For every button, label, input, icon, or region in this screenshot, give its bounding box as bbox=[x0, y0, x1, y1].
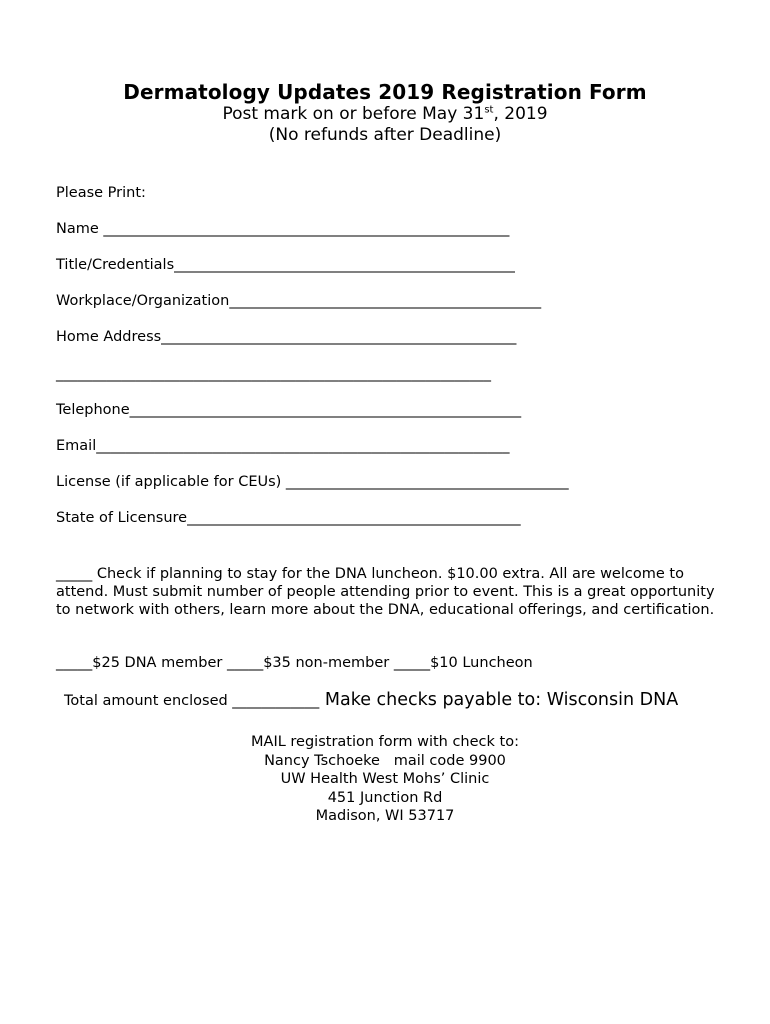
form-title: Dermatology Updates 2019 Registration Form bbox=[123, 80, 647, 104]
telephone-field[interactable]: Telephone______________________________________________________ bbox=[56, 402, 522, 418]
total-amount-field[interactable]: Total amount enclosed ____________ bbox=[64, 693, 320, 709]
license-field[interactable]: License (if applicable for CEUs) _______________________________________ bbox=[56, 474, 569, 490]
total-line bbox=[64, 690, 678, 710]
mail-line: MAIL registration form with check to: bbox=[251, 734, 519, 750]
mail-line: Nancy Tschoeke mail code 9900 bbox=[264, 752, 506, 769]
postmark-superscript: st bbox=[484, 104, 494, 116]
mail-line: UW Health West Mohs’ Clinic bbox=[280, 771, 490, 787]
title-credentials-field[interactable]: Title/Credentials_______________________________________________ bbox=[56, 257, 515, 273]
workplace-field[interactable]: Workplace/Organization___________________________________________ bbox=[56, 293, 542, 309]
luncheon-paragraph: _____ Check if planning to stay for the DNA luncheon. $10.00 extra. All are welcome to attend. Must submit number of people attending prior to event. This is a great opportunity to network with others, learn more about the DNA, educational offerings, and certification. bbox=[56, 566, 715, 618]
mail-line: 451 Junction Rd bbox=[327, 789, 443, 806]
please-print-label: Please Print: bbox=[56, 185, 146, 201]
payable-to-text: Make checks payable to: Wisconsin DNA bbox=[319, 690, 679, 710]
postmark-suffix: , 2019 bbox=[493, 104, 548, 124]
home-address-line2-field[interactable]: ____________________________________________________________ bbox=[56, 366, 491, 382]
fee-options[interactable]: _____$25 DNA member _____$35 non-member _____$10 Luncheon bbox=[56, 655, 533, 671]
postmark-deadline bbox=[0, 104, 770, 124]
email-field[interactable]: Email_________________________________________________________ bbox=[56, 438, 510, 454]
name-field[interactable]: Name ________________________________________________________ bbox=[56, 221, 510, 237]
state-of-licensure-field[interactable]: State of Licensure______________________________________________ bbox=[56, 510, 521, 526]
mailing-address-block bbox=[0, 733, 770, 826]
mail-line: Madison, WI 53717 bbox=[315, 808, 455, 824]
no-refunds-note: (No refunds after Deadline) bbox=[268, 125, 502, 145]
postmark-prefix: Post mark on or before May 31 bbox=[222, 104, 485, 124]
home-address-field[interactable]: Home Address_________________________________________________ bbox=[56, 329, 517, 345]
